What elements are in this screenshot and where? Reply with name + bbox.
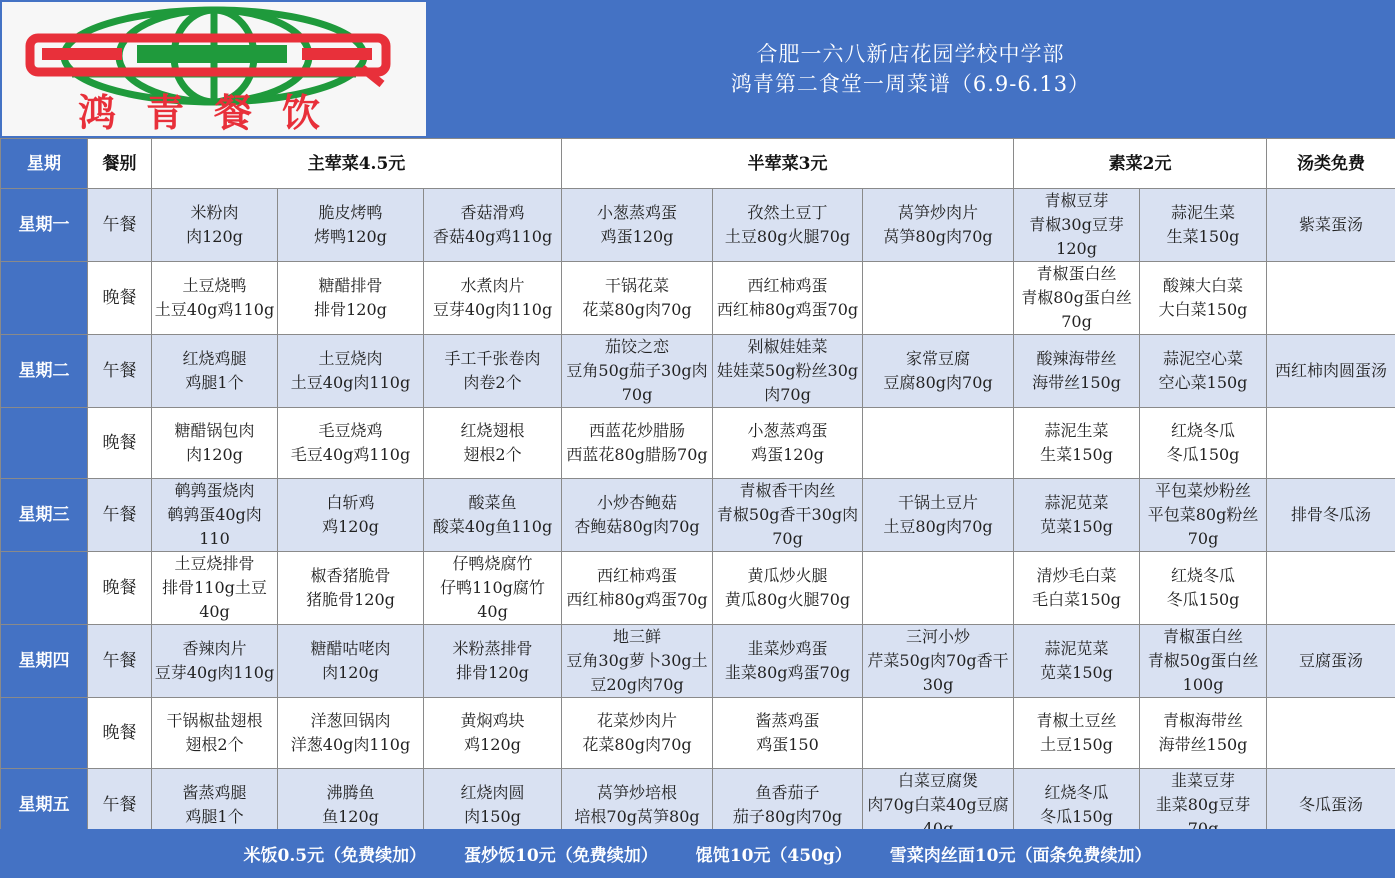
dish-portion: 大白菜150g xyxy=(1158,300,1248,319)
dish-name: 红烧翅根 xyxy=(460,421,525,440)
header-soup: 汤类免费 xyxy=(1267,139,1395,189)
soup-cell: 冬瓜蛋汤 xyxy=(1267,769,1395,842)
dish-portion: 鸡腿1个 xyxy=(185,373,244,392)
header-half-meat: 半荤菜3元 xyxy=(562,139,1014,189)
dish-cell-veg xyxy=(1140,698,1267,769)
dish-portion: 青椒50g香干30g肉 xyxy=(716,505,859,524)
dish-portion: 苋菜150g xyxy=(1040,663,1113,682)
dish-name: 酱蒸鸡蛋 xyxy=(755,711,820,730)
soup-cell: 西红柿肉圆蛋汤 xyxy=(1267,335,1395,408)
dish-name: 土豆烧肉 xyxy=(318,349,383,368)
header-banner xyxy=(0,0,1395,138)
dish-portion: 豆芽40g肉110g xyxy=(154,663,275,682)
header-vegetable: 素菜2元 xyxy=(1014,139,1267,189)
dish-name: 青椒土豆丝 xyxy=(1036,711,1117,730)
dish-cell-main xyxy=(278,262,424,335)
dish-portion: 排骨110g土豆 xyxy=(162,578,267,597)
dish-name: 酸辣海带丝 xyxy=(1036,349,1117,368)
dish-cell-main xyxy=(152,698,278,769)
dish-name: 鱼香茄子 xyxy=(755,783,820,802)
dish-name: 白菜豆腐煲 xyxy=(898,771,979,790)
dish-portion: 翅根2个 xyxy=(185,735,244,754)
dish-portion: 豆角50g茄子30g肉 xyxy=(566,361,708,380)
dish-cell-half xyxy=(863,189,1014,262)
meal-cell: 晚餐 xyxy=(88,408,152,479)
day-cell: 星期四 xyxy=(1,625,88,698)
dish-portion: 豆20g肉70g xyxy=(590,675,684,694)
dish-name: 小炒杏鲍菇 xyxy=(597,493,678,512)
dish-portion: 洋葱40g肉110g xyxy=(290,735,411,754)
dish-portion: 鱼120g xyxy=(322,807,379,826)
dish-name: 韭菜豆芽 xyxy=(1171,771,1236,790)
footer-item-wonton: 馄饨10元（450g） xyxy=(695,846,852,866)
meal-cell: 晚餐 xyxy=(88,262,152,335)
dish-name: 干锅土豆片 xyxy=(898,493,979,512)
dish-portion: 肉120g xyxy=(186,445,243,464)
dish-name: 糖醋锅包肉 xyxy=(174,421,255,440)
dish-cell-veg xyxy=(1014,335,1140,408)
dish-portion: 排骨120g xyxy=(314,300,387,319)
dish-name: 土豆烧排骨 xyxy=(174,554,255,573)
dish-cell-half xyxy=(562,189,713,262)
dish-name: 青椒香干肉丝 xyxy=(739,481,836,500)
dish-portion: 毛豆40g鸡110g xyxy=(290,445,411,464)
dish-portion: 冬瓜150g xyxy=(1040,807,1113,826)
meal-cell: 午餐 xyxy=(88,625,152,698)
dish-portion: 70g xyxy=(1061,312,1092,331)
dish-portion: 青椒30g豆芽 xyxy=(1029,215,1124,234)
soup-cell xyxy=(1267,698,1395,769)
title-line-school: 合肥一六八新店花园学校中学部 xyxy=(756,42,1065,66)
dish-cell-main xyxy=(424,189,562,262)
dish-name: 莴笋炒培根 xyxy=(597,783,678,802)
dish-cell-main xyxy=(424,335,562,408)
dish-cell-veg xyxy=(1140,552,1267,625)
dish-name: 西红柿鸡蛋 xyxy=(747,276,828,295)
dish-cell-half xyxy=(713,262,863,335)
dish-name: 白斩鸡 xyxy=(326,493,375,512)
dish-portion: 茄子80g肉70g xyxy=(732,807,843,826)
dish-portion: 苋菜150g xyxy=(1040,517,1113,536)
dish-portion: 杏鲍菇80g肉70g xyxy=(574,517,700,536)
dish-name: 蒜泥苋菜 xyxy=(1044,493,1109,512)
dish-cell-half xyxy=(863,335,1014,408)
dish-cell-main xyxy=(424,625,562,698)
dish-cell-half xyxy=(863,408,1014,479)
dish-name: 黄瓜炒火腿 xyxy=(747,566,828,585)
dish-portion: 肉120g xyxy=(322,663,379,682)
dish-name: 糖醋排骨 xyxy=(318,276,383,295)
dish-cell-veg xyxy=(1014,698,1140,769)
dish-portion: 豆腐80g肉70g xyxy=(883,373,993,392)
dish-name: 鹌鹑蛋烧肉 xyxy=(174,481,255,500)
dish-portion: 韭菜80g鸡蛋70g xyxy=(724,663,851,682)
dish-name: 青椒海带丝 xyxy=(1163,711,1244,730)
day-cell xyxy=(1,408,88,479)
dish-portion: 肉150g xyxy=(464,807,521,826)
dish-portion: 鸡蛋120g xyxy=(600,227,674,246)
dish-name: 干锅花菜 xyxy=(605,276,670,295)
dish-portion: 西红柿80g鸡蛋70g xyxy=(716,300,859,319)
header-meal: 餐别 xyxy=(88,139,152,189)
dish-portion: 鹌鹑蛋40g肉 xyxy=(167,505,262,524)
day-cell: 星期一 xyxy=(1,189,88,262)
dish-portion: 花菜80g肉70g xyxy=(582,735,692,754)
dish-name: 花菜炒肉片 xyxy=(597,711,678,730)
dish-portion: 黄瓜80g火腿70g xyxy=(724,590,851,609)
dish-portion: 酸菜40g鱼110g xyxy=(432,517,553,536)
dish-portion: 娃娃菜50g粉丝30g xyxy=(716,361,859,380)
dish-cell-half xyxy=(713,335,863,408)
dish-cell-main xyxy=(152,408,278,479)
dish-portion: 40g xyxy=(199,602,230,621)
dish-portion: 平包菜80g粉丝 xyxy=(1147,505,1259,524)
dish-name: 蒜泥苋菜 xyxy=(1044,639,1109,658)
dish-portion: 排骨120g xyxy=(456,663,529,682)
dish-portion: 120g xyxy=(1056,239,1097,258)
dish-cell-half xyxy=(562,408,713,479)
dish-name: 小葱蒸鸡蛋 xyxy=(747,421,828,440)
dish-cell-main xyxy=(424,479,562,552)
dish-portion: 40g xyxy=(477,602,508,621)
dish-portion: 土豆80g火腿70g xyxy=(724,227,851,246)
soup-cell xyxy=(1267,262,1395,335)
dish-name: 三河小炒 xyxy=(906,627,971,646)
dish-cell-half xyxy=(863,625,1014,698)
dish-name: 香辣肉片 xyxy=(182,639,247,658)
dish-name: 青椒蛋白丝 xyxy=(1036,264,1117,283)
dish-cell-main xyxy=(278,479,424,552)
dish-name: 水煮肉片 xyxy=(460,276,525,295)
dish-cell-main xyxy=(278,698,424,769)
dish-name: 西红柿鸡蛋 xyxy=(597,566,678,585)
table-row xyxy=(1,625,1395,698)
soup-cell: 紫菜蛋汤 xyxy=(1267,189,1395,262)
dish-name: 干锅椒盐翅根 xyxy=(166,711,263,730)
table-row xyxy=(1,479,1395,552)
header-day: 星期 xyxy=(1,139,88,189)
dish-cell-veg xyxy=(1140,335,1267,408)
dish-name: 孜然土豆丁 xyxy=(747,203,828,222)
dish-cell-veg xyxy=(1014,552,1140,625)
dish-name: 红烧冬瓜 xyxy=(1044,783,1109,802)
dish-cell-main xyxy=(278,552,424,625)
dish-portion: 肉70g xyxy=(764,385,811,404)
dish-portion: 西红柿80g鸡蛋70g xyxy=(566,590,708,609)
dish-portion: 土豆80g肉70g xyxy=(883,517,993,536)
dish-portion: 芹菜50g肉70g香干 xyxy=(867,651,1009,670)
dish-name: 手工千张卷肉 xyxy=(444,349,541,368)
dish-portion: 鸡蛋120g xyxy=(751,445,824,464)
dish-cell-main xyxy=(278,335,424,408)
dish-cell-half xyxy=(863,262,1014,335)
table-row xyxy=(1,698,1395,769)
dish-portion: 肉120g xyxy=(186,227,243,246)
day-cell: 星期五 xyxy=(1,769,88,842)
dish-cell-half xyxy=(562,625,713,698)
dish-name: 家常豆腐 xyxy=(906,349,971,368)
dish-cell-main xyxy=(152,479,278,552)
dish-cell-main xyxy=(278,625,424,698)
day-cell xyxy=(1,552,88,625)
soup-cell xyxy=(1267,552,1395,625)
dish-cell-main xyxy=(424,552,562,625)
dish-name: 土豆烧鸭 xyxy=(182,276,247,295)
footer-bar xyxy=(0,829,1395,878)
dish-portion: 肉卷2个 xyxy=(463,373,522,392)
dish-cell-half xyxy=(713,625,863,698)
logo-text: 鸿青餐饮 xyxy=(77,91,350,135)
dish-cell-half xyxy=(562,698,713,769)
dish-name: 红烧冬瓜 xyxy=(1171,421,1236,440)
dish-name: 清炒毛白菜 xyxy=(1036,566,1117,585)
dish-portion: 生菜150g xyxy=(1166,227,1240,246)
dish-portion: 鸡120g xyxy=(464,735,521,754)
footer-item-fried-rice: 蛋炒饭10元（免费续加） xyxy=(464,846,658,866)
dish-name: 红烧鸡腿 xyxy=(182,349,247,368)
dish-name: 红烧冬瓜 xyxy=(1171,566,1236,585)
dish-portion: 70g xyxy=(1187,529,1219,548)
dish-portion: 香菇40g鸡110g xyxy=(432,227,553,246)
dish-portion: 鸡腿1个 xyxy=(185,807,244,826)
page-title xyxy=(426,0,1395,138)
dish-portion: 冬瓜150g xyxy=(1166,590,1240,609)
dish-portion: 冬瓜150g xyxy=(1166,445,1240,464)
dish-cell-main xyxy=(152,262,278,335)
dish-name: 青椒蛋白丝 xyxy=(1163,627,1244,646)
dish-name: 蒜泥生菜 xyxy=(1171,203,1236,222)
dish-cell-main xyxy=(424,262,562,335)
dish-cell-main xyxy=(278,408,424,479)
dish-cell-half xyxy=(863,552,1014,625)
meal-cell: 午餐 xyxy=(88,479,152,552)
dish-portion: 毛白菜150g xyxy=(1032,590,1121,609)
dish-portion: 100g xyxy=(1182,675,1224,694)
dish-portion: 70g xyxy=(772,529,803,548)
dish-name: 地三鲜 xyxy=(613,627,662,646)
dish-name: 茄饺之恋 xyxy=(605,337,670,356)
dish-cell-half xyxy=(713,698,863,769)
dish-portion: 110 xyxy=(199,529,230,548)
dish-portion: 莴笋80g肉70g xyxy=(883,227,993,246)
soup-cell: 豆腐蛋汤 xyxy=(1267,625,1395,698)
dish-cell-veg xyxy=(1140,625,1267,698)
dish-cell-half xyxy=(713,552,863,625)
dish-cell-half xyxy=(562,552,713,625)
dish-portion: 30g xyxy=(922,675,954,694)
dish-portion: 海带丝150g xyxy=(1158,735,1248,754)
dish-name: 剁椒娃娃菜 xyxy=(747,337,828,356)
table-row xyxy=(1,189,1395,262)
dish-portion: 青椒80g蛋白丝 xyxy=(1021,288,1132,307)
dish-cell-veg xyxy=(1140,479,1267,552)
dish-cell-veg xyxy=(1140,189,1267,262)
dish-name: 红烧肉圆 xyxy=(460,783,525,802)
company-logo xyxy=(2,2,426,136)
dish-cell-veg xyxy=(1140,408,1267,479)
day-cell: 星期二 xyxy=(1,335,88,408)
dish-cell-half xyxy=(713,479,863,552)
dish-portion: 土豆40g鸡110g xyxy=(154,300,275,319)
table-row xyxy=(1,552,1395,625)
table-header-row xyxy=(1,139,1395,189)
dish-cell-veg xyxy=(1014,408,1140,479)
dish-cell-half xyxy=(713,189,863,262)
footer-item-noodles: 雪菜肉丝面10元（面条免费续加） xyxy=(889,846,1152,866)
dish-name: 青椒豆芽 xyxy=(1044,191,1109,210)
day-cell xyxy=(1,262,88,335)
dish-cell-half xyxy=(713,408,863,479)
dish-name: 仔鸭烧腐竹 xyxy=(452,554,533,573)
dish-portion: 海带丝150g xyxy=(1032,373,1121,392)
dish-cell-half xyxy=(863,479,1014,552)
dish-name: 沸腾鱼 xyxy=(326,783,375,802)
meal-cell: 午餐 xyxy=(88,189,152,262)
table-row xyxy=(1,408,1395,479)
dish-name: 米粉肉 xyxy=(190,203,239,222)
dish-portion: 培根70g莴笋80g xyxy=(574,807,700,826)
dish-name: 洋葱回锅肉 xyxy=(310,711,391,730)
title-line-menu: 鸿青第二食堂一周菜谱（6.9-6.13） xyxy=(730,72,1091,96)
dish-name: 酱蒸鸡腿 xyxy=(182,783,247,802)
meal-cell: 午餐 xyxy=(88,335,152,408)
dish-cell-veg xyxy=(1140,262,1267,335)
dish-name: 毛豆烧鸡 xyxy=(318,421,383,440)
dish-name: 脆皮烤鸭 xyxy=(318,203,383,222)
dish-name: 韭菜炒鸡蛋 xyxy=(747,639,828,658)
dish-name: 酸菜鱼 xyxy=(468,493,517,512)
dish-cell-veg xyxy=(1014,189,1140,262)
soup-cell xyxy=(1267,408,1395,479)
dish-portion: 烤鸭120g xyxy=(314,227,387,246)
dish-name: 米粉蒸排骨 xyxy=(452,639,533,658)
dish-name: 小葱蒸鸡蛋 xyxy=(597,203,678,222)
dish-cell-main xyxy=(424,408,562,479)
dish-cell-main xyxy=(278,189,424,262)
table-row xyxy=(1,262,1395,335)
dish-cell-half xyxy=(562,335,713,408)
dish-portion: 仔鸭110g腐竹 xyxy=(440,578,545,597)
footer-item-rice: 米饭0.5元（免费续加） xyxy=(243,846,427,866)
dish-cell-half xyxy=(562,479,713,552)
dish-cell-veg xyxy=(1014,479,1140,552)
dish-cell-main xyxy=(152,335,278,408)
dish-name: 酸辣大白菜 xyxy=(1163,276,1244,295)
dish-portion: 70g xyxy=(621,385,653,404)
dish-portion: 空心菜150g xyxy=(1158,373,1248,392)
dish-name: 糖醋咕咾肉 xyxy=(310,639,391,658)
table-row xyxy=(1,335,1395,408)
dish-portion: 豆芽40g肉110g xyxy=(432,300,553,319)
dish-name: 蒜泥空心菜 xyxy=(1163,349,1244,368)
dish-name: 西蓝花炒腊肠 xyxy=(589,421,686,440)
dish-portion: 青椒50g蛋白丝 xyxy=(1147,651,1259,670)
day-cell xyxy=(1,698,88,769)
dish-cell-veg xyxy=(1014,625,1140,698)
dish-portion: 翅根2个 xyxy=(463,445,522,464)
dish-cell-main xyxy=(152,552,278,625)
dish-name: 椒香猪脆骨 xyxy=(310,566,391,585)
dish-name: 莴笋炒肉片 xyxy=(898,203,979,222)
dish-portion: 花菜80g肉70g xyxy=(582,300,692,319)
dish-cell-veg xyxy=(1014,262,1140,335)
dish-name: 黄焖鸡块 xyxy=(460,711,525,730)
dish-portion: 韭菜80g豆芽 xyxy=(1155,795,1251,814)
dish-name: 平包菜炒粉丝 xyxy=(1155,481,1252,500)
dish-cell-main xyxy=(424,698,562,769)
dish-cell-main xyxy=(152,189,278,262)
dish-cell-half xyxy=(863,698,1014,769)
dish-portion: 鸡120g xyxy=(322,517,379,536)
dish-portion: 猪脆骨120g xyxy=(306,590,395,609)
dish-portion: 肉70g白菜40g豆腐 xyxy=(867,795,1009,814)
day-cell: 星期三 xyxy=(1,479,88,552)
dish-name: 蒜泥生菜 xyxy=(1044,421,1109,440)
weekly-menu-table xyxy=(0,138,1395,842)
dish-name: 香菇滑鸡 xyxy=(460,203,525,222)
meal-cell: 晚餐 xyxy=(88,698,152,769)
dish-portion: 西蓝花80g腊肠70g xyxy=(566,445,708,464)
dish-portion: 豆角30g萝卜30g土 xyxy=(566,651,708,670)
dish-portion: 鸡蛋150 xyxy=(756,735,819,754)
dish-portion: 土豆150g xyxy=(1040,735,1113,754)
dish-cell-half xyxy=(562,262,713,335)
dish-cell-main xyxy=(152,625,278,698)
soup-cell: 排骨冬瓜汤 xyxy=(1267,479,1395,552)
dish-portion: 生菜150g xyxy=(1040,445,1113,464)
meal-cell: 晚餐 xyxy=(88,552,152,625)
header-main-dish: 主荤菜4.5元 xyxy=(152,139,562,189)
dish-portion: 土豆40g肉110g xyxy=(290,373,411,392)
meal-cell: 午餐 xyxy=(88,769,152,842)
